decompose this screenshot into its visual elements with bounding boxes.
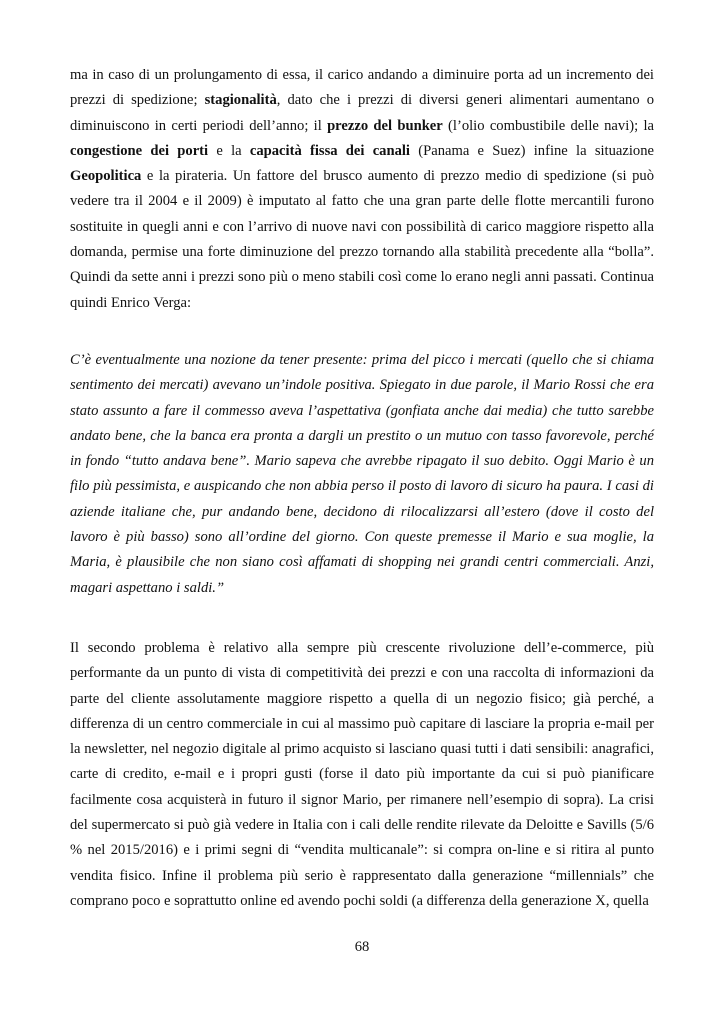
bold-term-congestione-porti: congestione dei porti <box>70 142 209 159</box>
bold-term-geopolitica: Geopolitica <box>70 168 142 185</box>
paragraph-text: Il secondo problema è relativo alla sempre più crescente rivoluzione dell’e-commerce, più performante da un punto di vista di competitività dei prezzi e con una raccolta di informazioni da parte del cliente assolutamente maggiore rispetto a quella di un negozio fisico; già perché, a differenza di un centro commerciale in cui al massimo può capitare di lasciare la propria e-mail per la newsletter, nel negozio digitale al primo acquisto si lasciano quasi tutti i dati sensibili: anagrafici, carte di credito, e-mail e i propri gusti (forse il dato più importante da cui si può pianificare facilmente cosa acquisterà in futuro il signor Mario, per rimanere nell’esempio di sopra). La crisi del supermercato si può già vedere in Italia con i cali delle rendite rilevate da Deloitte e Savills (5/6 % nel 2015/2016) e i primi segni di “vendita multicanale”: si compra on-line e si ritira al punto vendita fisico. Infine il problema più serio è rappresentato dalla generazione “millennials” che comprano poco e soprattutto online ed avendo pochi soldi (a differenza della generazione X, quella <box>70 640 654 909</box>
paragraph-text <box>70 63 654 316</box>
text-run: ma in caso di un prolungamento di essa, il carico andando a diminuire porta ad un incremento dei prezzi di spedizione; <box>70 67 654 109</box>
text-run: e la <box>208 142 250 159</box>
text-run: (l’olio combustibile delle navi); la <box>442 117 654 134</box>
bold-term-capacita-canali: capacità fissa dei canali <box>249 142 410 159</box>
paragraph-shipping-factors <box>70 63 654 316</box>
text-run: , dato che i prezzi di diversi generi alimentari aumentano o diminuiscono in certi periodi dell’anno; il <box>70 92 654 134</box>
block-quote-enrico-verga <box>70 348 654 601</box>
bold-term-prezzo-bunker: prezzo del bunker <box>327 117 443 134</box>
text-run: e la pirateria. Un fattore del brusco aumento di prezzo medio di spedizione (si può vedere tra il 2004 e il 2009) è imputato al fatto che una gran parte delle flotte mercantili furono sostituite in quegli anni e con l’arrivo di nuove navi con possibilità di carico maggiore rispetto alla domanda, permise una forte diminuzione del prezzo tornando alla stabilità precedente alla “bolla”. Quindi da sette anni i prezzi sono più o meno stabili così come lo erano negli anni passati. Continua quindi Enrico Verga: <box>70 168 654 311</box>
page-number: 68 <box>354 939 370 955</box>
paragraph-ecommerce <box>70 636 654 914</box>
text-run: (Panama e Suez) infine la situazione <box>410 142 654 159</box>
bold-term-stagionalita: stagionalità <box>204 92 277 109</box>
quote-text: C’è eventualmente una nozione da tener presente: prima del picco i mercati (quello che si chiama sentimento dei mercati) avevano un’indole positiva. Spiegato in due parole, il Mario Rossi che era stato assunto a fare il commesso aveva l’aspettativa (gonfiata anche dai media) che tutto sarebbe andato bene, che la banca era pronta a dargli un prestito o un mutuo con tasso favorevole, perché in fondo “tutto andava bene”. Mario sapeva che avrebbe ripagato il suo debito. Oggi Mario è un filo più pessimista, e auspicando che non abbia perso il posto di lavoro di sicuro ha paura. I casi di aziende italiane che, pur andando bene, decidono di rilocalizzarsi all’estero (dove il costo del lavoro è più basso) sono all’ordine del giorno. Con queste premesse il Mario e sua moglie, la Maria, è plausibile che non siano così affamati di shopping nei grandi centri commerciali. Anzi, magari aspettano i saldi.” <box>70 352 654 596</box>
